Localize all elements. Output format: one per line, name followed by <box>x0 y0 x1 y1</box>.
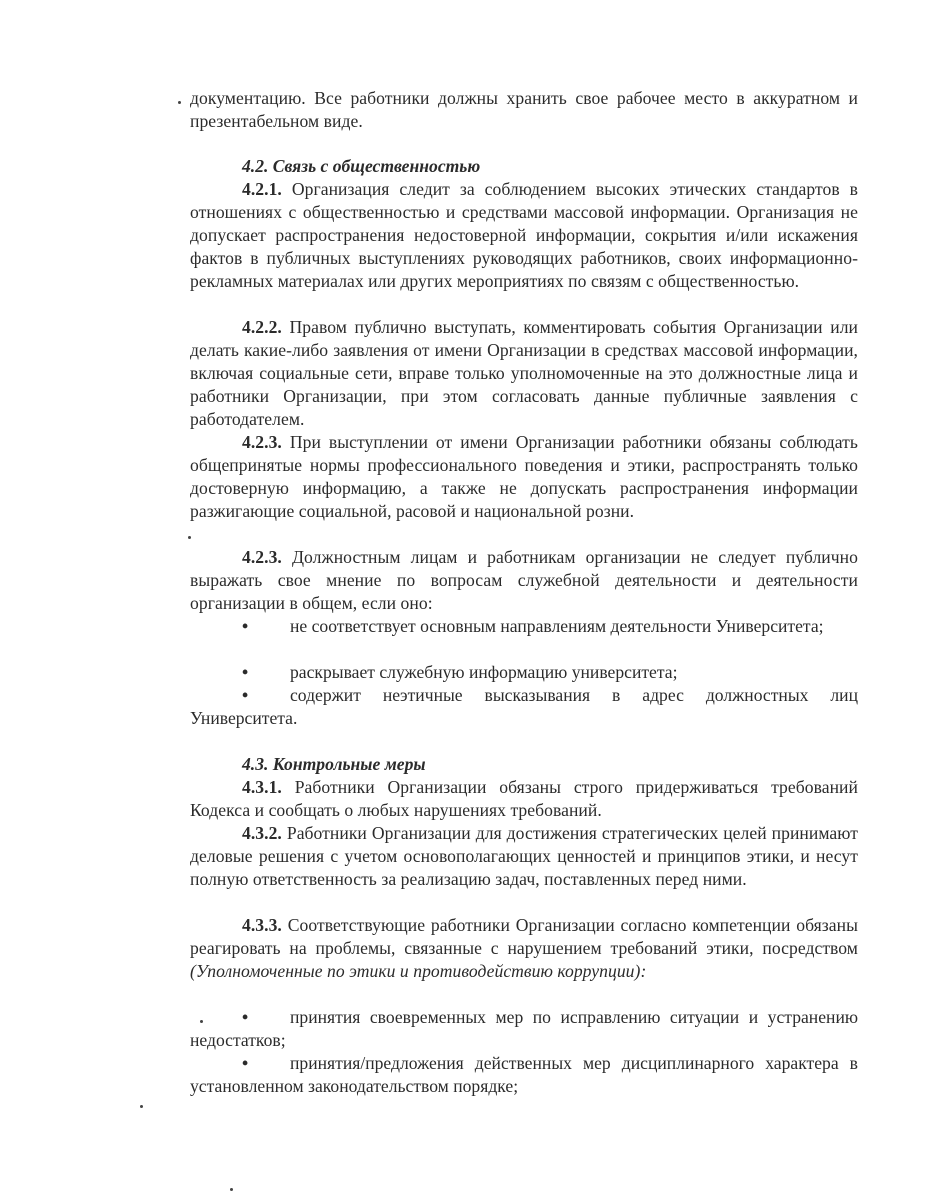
clause-number: 4.2.3. <box>242 432 282 452</box>
paragraph-4-2-3-b <box>190 546 858 615</box>
bullet-icon: • <box>242 1053 249 1073</box>
list-item <box>190 1052 858 1098</box>
clause-number: 4.3.3. <box>242 915 282 935</box>
paragraph-text: Работники Организации для достижения стратегических целей принимают деловые решения с учетом основополагающих ценностей и принципов этики, и несут полную ответственность за реализацию задач, поставленных перед ними. <box>190 823 858 889</box>
paragraph-text: Организация следит за соблюдением высоких этических стандартов в отношениях с общественностью и средствами массовой информации. Организация не допускает распространения недостоверной информации, сокрытия и/или искажения фактов в публичных выступлениях руководящих работников, своих информационно-рекламных материалах или других мероприятиях по связям с общественностью. <box>190 179 858 291</box>
bullet-icon: • <box>242 662 249 682</box>
section-heading-4-2: 4.2. Связь с общественностью <box>242 156 481 176</box>
paragraph-4-2-3-a <box>190 431 858 523</box>
paragraph-4-2-2 <box>190 316 858 431</box>
paragraph-italic-text: (Уполномоченные по этики и противодействию коррупции): <box>190 961 647 981</box>
list-item-text: принятия своевременных мер по исправлению ситуации и устранению недостатков; <box>190 1007 858 1050</box>
paragraph-text: документацию. Все работники должны хранить свое рабочее место в аккуратном и презентабельном виде. <box>190 88 858 131</box>
scan-speck <box>230 1188 233 1191</box>
list-item <box>190 1006 858 1052</box>
list-item-text: принятия/предложения действенных мер дисциплинарного характера в установленном законодательством порядке; <box>190 1053 858 1096</box>
paragraph-text: При выступлении от имени Организации работники обязаны соблюдать общепринятые нормы профессионального поведения и этики, распространять только достоверную информацию, а также не допускать распространения информации разжигающие социальной, расовой и национальной розни. <box>190 432 858 521</box>
list-item-text: не соответствует основным направлениям деятельности Университета; <box>290 616 824 636</box>
list-item-text: раскрывает служебную информацию университета; <box>290 662 678 682</box>
list-item <box>190 615 858 638</box>
bullet-icon: • <box>242 1007 249 1027</box>
clause-number: 4.3.2. <box>242 823 282 843</box>
paragraph-4-2-1 <box>190 178 858 293</box>
paragraph-4-3-1 <box>190 776 858 822</box>
clause-number: 4.2.1. <box>242 179 282 199</box>
clause-number: 4.3.1. <box>242 777 282 797</box>
bullet-icon: • <box>242 685 249 705</box>
bullet-icon: • <box>242 616 249 636</box>
paragraph-text: Работники Организации обязаны строго придерживаться требований Кодекса и сообщать о любых нарушениях требований. <box>190 777 858 820</box>
paragraph-4-3-2 <box>190 822 858 891</box>
clause-number: 4.2.3. <box>242 547 282 567</box>
paragraph-text: Должностным лицам и работникам организации не следует публично выражать свое мнение по вопросам служебной деятельности и деятельности организации в общем, если оно: <box>190 547 858 613</box>
clause-number: 4.2.2. <box>242 317 282 337</box>
paragraph-text: Соответствующие работники Организации согласно компетенции обязаны реагировать на проблемы, связанные с нарушением требований этики, посредством <box>190 915 858 958</box>
scan-speck <box>140 1105 143 1108</box>
section-heading-4-3: 4.3. Контрольные меры <box>242 754 426 774</box>
scan-speck <box>178 101 181 104</box>
list-item-text: содержит неэтичные высказывания в адрес должностных лиц Университета. <box>190 685 858 728</box>
paragraph-text: Правом публично выступать, комментировать события Организации или делать какие-либо заявления от имени Организации в средствах массовой информации, включая социальные сети, вправе только уполномоченные на это должностные лица и работники Организации, при этом согласовать данные публичные заявления с работодателем. <box>190 317 858 429</box>
scan-speck <box>200 1020 203 1023</box>
list-item <box>190 661 858 684</box>
scan-speck <box>188 536 191 539</box>
paragraph-4-3-3 <box>190 914 858 983</box>
paragraph-continuation <box>190 87 858 133</box>
list-item <box>190 684 858 730</box>
